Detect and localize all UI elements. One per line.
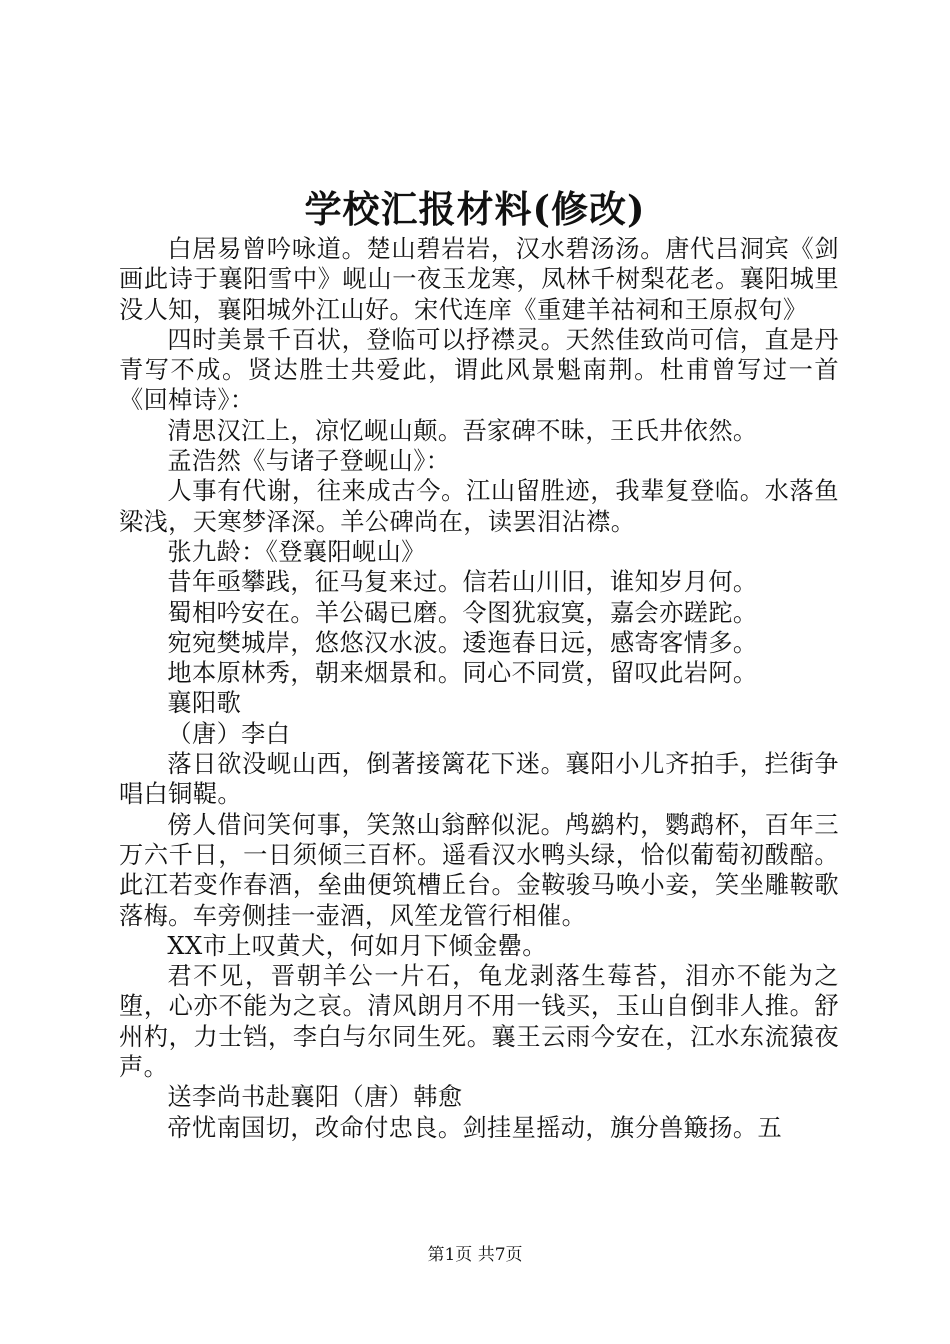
paragraph: 帝忧南国切，改命付忠良。剑挂星摇动，旗分兽簸扬。五 — [167, 1113, 783, 1142]
paragraph: 孟浩然《与诸子登岘山》： — [167, 447, 451, 476]
document-title: 学校汇报材料(修改) — [304, 187, 646, 231]
paragraph: 四时美景千百状，登临可以抒襟灵。天然佳致尚可信，直是丹青写不成。贤达胜士共爱此，谓此风景魁南荆。杜甫曾写过一首《回棹诗》： — [119, 325, 839, 415]
paragraph: 清思汉江上，凉忆岘山颠。吾家碑不昧，王氏井依然。 — [167, 416, 758, 445]
paragraph: 宛宛樊城岸，悠悠汉水波。逶迤春日远，感寄客情多。 — [167, 628, 758, 657]
paragraph: 白居易曾吟咏道。楚山碧岩岩，汉水碧汤汤。唐代吕洞宾《剑画此诗于襄阳雪中》岘山一夜玉龙寒，凤林千树梨花老。襄阳城里没人知，襄阳城外江山好。宋代连庠《重建羊祜祠和王原叔句》 — [119, 235, 839, 324]
paragraph: 蜀相吟安在。羊公碣已磨。令图犹寂寞，嘉会亦蹉跎。 — [167, 598, 758, 627]
paragraph: 送李尚书赴襄阳（唐）韩愈 — [167, 1083, 463, 1112]
paragraph: 傍人借问笑何事，笑煞山翁醉似泥。鸬鹚杓，鹦鹉杯，百年三万六千日，一日须倾三百杯。遥看汉水鸭头绿，恰似葡萄初酦醅。此江若变作春酒，垒曲便筑槽丘台。金鞍骏马唤小妾，笑坐雕鞍歌落梅。车旁侧挂一壶酒，风笙龙管行相催。 — [119, 810, 839, 930]
page-footer: 第1页 共7页 — [427, 1245, 523, 1265]
paragraph: 昔年亟攀践，征马复来过。信若山川旧，谁知岁月何。 — [167, 568, 758, 597]
paragraph: 襄阳歌 — [167, 689, 242, 718]
paragraph: 落日欲没岘山西，倒著接篱花下迷。襄阳小儿齐拍手，拦街争唱白铜鞮。 — [119, 750, 839, 809]
paragraph: XX市上叹黄犬，何如月下倾金罍。 — [167, 931, 547, 960]
paragraph: 人事有代谢，往来成古今。江山留胜迹，我辈复登临。水落鱼梁浅，天寒梦泽深。羊公碑尚在，读罢泪沾襟。 — [119, 477, 839, 536]
paragraph: 地本原林秀，朝来烟景和。同心不同赏，留叹此岩阿。 — [167, 659, 758, 688]
paragraph: 张九龄：《登襄阳岘山》 — [167, 537, 426, 566]
paragraph: 君不见，晋朝羊公一片石，龟龙剥落生莓苔，泪亦不能为之堕，心亦不能为之哀。清风朗月不用一钱买，玉山自倒非人推。舒州杓，力士铛，李白与尔同生死。襄王云雨今安在，江水东流猿夜声。 — [119, 962, 839, 1082]
document-body — [119, 234, 839, 1143]
paragraph: （唐）李白 — [167, 719, 291, 748]
